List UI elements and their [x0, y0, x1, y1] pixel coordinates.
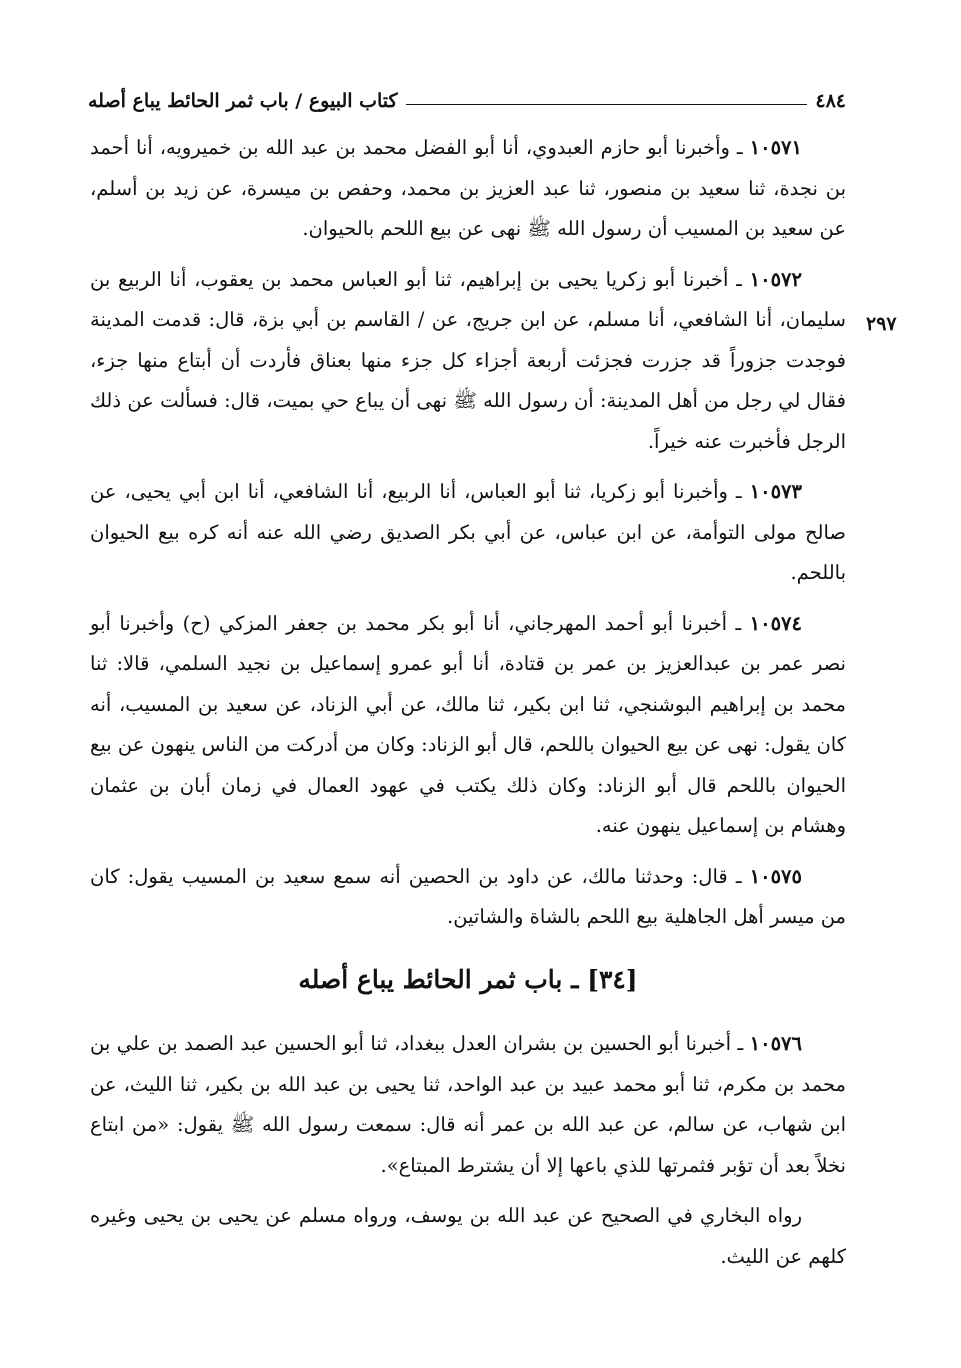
commentary-text: رواه البخاري في الصحيح عن عبد الله بن يوسف، ورواه مسلم عن يحيى بن يحيى وغيره كلهم عن الليث.	[90, 1204, 846, 1268]
section-heading: [٣٤] ـ باب ثمر الحائط يباع أصله	[298, 964, 638, 994]
hadith-number: ١٠٥٧٢	[749, 267, 802, 291]
hadith-paragraph	[90, 857, 846, 938]
hadith-paragraph	[90, 472, 846, 594]
hadith-number: ١٠٥٧٣	[749, 480, 802, 503]
page-body	[90, 128, 846, 1287]
running-title: كتاب البيوع / باب ثمر الحائط يباع أصله	[88, 90, 398, 112]
hadith-text: ـ وأخبرنا أبو زكريا، ثنا أبو العباس، أنا الربيع، أنا الشافعي، أنا ابن أبي يحيى، عن صالح مولى التوأمة، عن ابن عباس، عن أبي بكر الصديق رضي الله عنه أنه كره بيع الحيوان باللحم.	[90, 480, 846, 584]
page-header	[88, 72, 846, 112]
page-number: ٤٨٤	[815, 90, 846, 112]
hadith-number: ١٠٥٧٤	[749, 611, 802, 635]
hadith-text: ـ وأخبرنا أبو حازم العبدوي، أنا أبو الفضل محمد بن عبد الله بن خميرويه، أنا أحمد بن نجدة، ثنا سعيد بن منصور، ثنا عبد العزيز بن محمد، وحفص بن ميسرة، عن زيد بن أسلم، عن سعيد بن المسيب أن رسول الله ﷺ نهى عن بيع اللحم بالحيوان.	[90, 136, 846, 240]
hadith-text: ـ قال: وحدثنا مالك، عن داود بن الحصين أنه سمع سعيد بن المسيب يقول: كان من ميسر أهل الجاهلية بيع اللحم بالشاة والشاتين.	[90, 864, 846, 928]
hadith-number: ١٠٥٧٦	[749, 1032, 802, 1055]
hadith-paragraph	[90, 604, 846, 847]
commentary-paragraph	[90, 1196, 846, 1277]
hadith-text: ـ أخبرنا أبو الحسين بن بشران العدل ببغداد، ثنا أبو الحسين عبد الصمد بن علي بن محمد بن مكرم، ثنا أبو محمد عبيد بن عبد الواحد، ثنا يحيى بن عبد الله بن بكير، ثنا الليث، عن ابن شهاب، عن سالم، عن عبد الله بن عمر أنه قال: سمعت رسول الله ﷺ يقول: «من ابتاع نخلاً بعد أن تؤبر فثمرتها للذي باعها إلا أن يشترط المبتاع».	[90, 1032, 846, 1177]
hadith-paragraph	[90, 128, 846, 250]
hadith-text: ـ أخبرنا أبو زكريا يحيى بن إبراهيم، ثنا أبو العباس محمد بن يعقوب، أنا الربيع بن سليمان، أنا الشافعي، أنا مسلم، عن ابن جريج، عن / القاسم بن أبي بزة، قال: قدمت المدينة فوجدت جزوراً قد جزرت فجزئت أربعة أجزاء كل جزء منها بعناق فأردت أن أبتاع منها جزء، فقال لي رجل من أهل المدينة: أن رسول الله ﷺ نهى أن يباع حي بميت، قال: فسألت عن ذلك الرجل فأخبرت عنه خيراً.	[90, 267, 847, 453]
hadith-text: ـ أخبرنا أبو أحمد المهرجاني، أنا أبو بكر محمد بن جعفر المزكي (ح) وأخبرنا أبو نصر عمر بن عبدالعزيز بن عمر بن قتادة، أنا أبو عمرو إسماعيل بن نجيد السلمي، قالا: ثنا محمد بن إبراهيم البوشنجي، ثنا ابن بكير، ثنا مالك، عن أبي الزناد، عن سعيد بن المسيب، أنه كان يقول: نهى عن بيع الحيوان باللحم، قال أبو الزناد: وكان من أدركت من الناس ينهون عن بيع الحيوان باللحم قال أبو الزناد: وكان ذلك يكتب في عهود العمال في زمان أبان بن عثمان وهشام بن إسماعيل ينهون عنه.	[90, 611, 846, 837]
margin-page-number: ٢٩٧	[866, 313, 897, 335]
hadith-number: ١٠٥٧٥	[749, 864, 802, 888]
hadith-paragraph	[90, 260, 846, 463]
hadith-number: ١٠٥٧١	[749, 136, 802, 159]
header-rule	[406, 104, 808, 105]
hadith-paragraph	[90, 1024, 846, 1186]
